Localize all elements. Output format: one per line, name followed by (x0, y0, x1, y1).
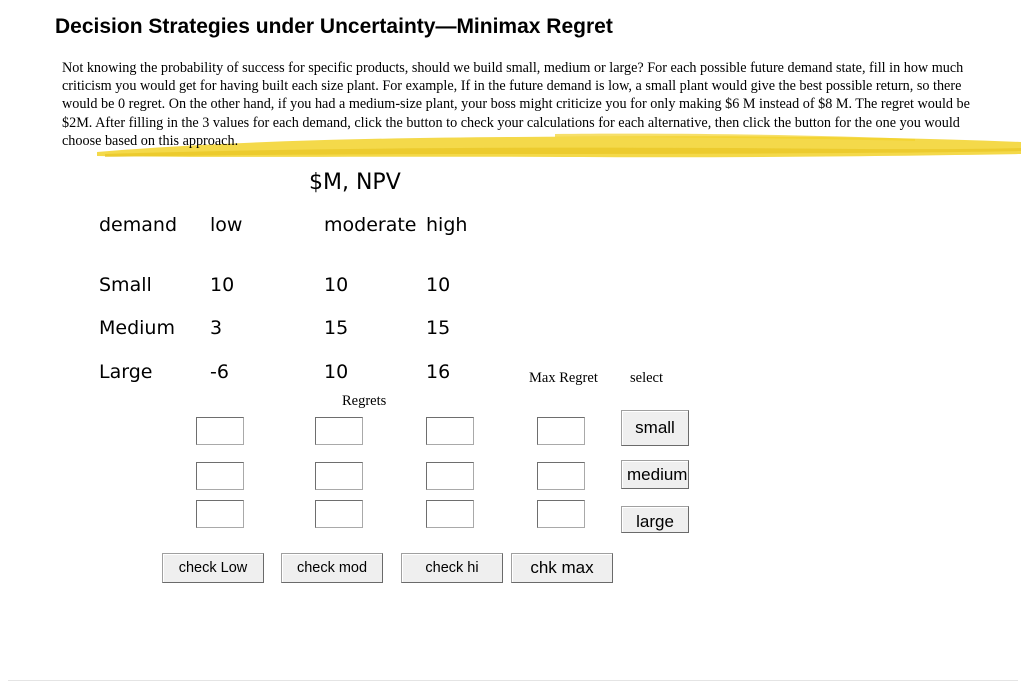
payoff-cell: 10 (426, 274, 451, 296)
check-max-button[interactable]: chk max (511, 553, 613, 583)
max-regret-input-large[interactable] (537, 500, 585, 528)
table-caption: $M, NPV (309, 170, 401, 195)
regret-input-medium-high[interactable] (426, 462, 474, 490)
column-header-high: high (426, 214, 468, 236)
regret-input-large-high[interactable] (426, 500, 474, 528)
regret-input-medium-moderate[interactable] (315, 462, 363, 490)
regret-input-small-high[interactable] (426, 417, 474, 445)
regret-input-large-low[interactable] (196, 500, 244, 528)
payoff-cell: 15 (324, 317, 349, 339)
column-header-moderate: moderate (324, 214, 417, 236)
payoff-cell: 16 (426, 361, 451, 383)
select-large-button[interactable]: large (621, 506, 689, 533)
payoff-cell: 15 (426, 317, 451, 339)
intro-paragraph: Not knowing the probability of success for specific products, should we build small, medium or large? For each possible future demand state, fill in how much criticism you would get for having built each size plant. For example, If in the future demand is low, a small plant would give the best possible return, so there would be 0 regret. On the other hand, if you had a medium-size plant, your boss might criticize you for only making $6 M instead of $8 M. The regret would be $2M. After filling in the 3 values for each demand, click the button to check your calculations for each alternative, then click the button for the one you would choose based on this approach. (62, 60, 970, 149)
page-title: Decision Strategies under Uncertainty—Minimax Regret (55, 15, 613, 38)
demand-header: demand (99, 214, 178, 236)
max-regret-input-small[interactable] (537, 417, 585, 445)
row-label-large: Large (99, 361, 153, 383)
bottom-divider (8, 680, 1018, 681)
check-low-button[interactable]: check Low (162, 553, 264, 583)
row-label-small: Small (99, 274, 152, 296)
regret-input-medium-low[interactable] (196, 462, 244, 490)
max-regret-label: Max Regret (529, 370, 598, 386)
regret-input-small-moderate[interactable] (315, 417, 363, 445)
check-moderate-button[interactable]: check mod (281, 553, 383, 583)
column-header-low: low (210, 214, 243, 236)
regret-input-large-moderate[interactable] (315, 500, 363, 528)
row-label-medium: Medium (99, 317, 175, 339)
payoff-cell: 10 (324, 361, 349, 383)
payoff-cell: 10 (324, 274, 349, 296)
payoff-cell: 10 (210, 274, 235, 296)
payoff-cell: 3 (210, 317, 223, 339)
regrets-label: Regrets (342, 393, 387, 409)
payoff-cell: -6 (210, 361, 229, 383)
check-high-button[interactable]: check hi (401, 553, 503, 583)
select-label: select (630, 370, 664, 386)
max-regret-input-medium[interactable] (537, 462, 585, 490)
select-medium-button[interactable]: medium (621, 460, 689, 489)
regret-input-small-low[interactable] (196, 417, 244, 445)
select-small-button[interactable]: small (621, 410, 689, 446)
